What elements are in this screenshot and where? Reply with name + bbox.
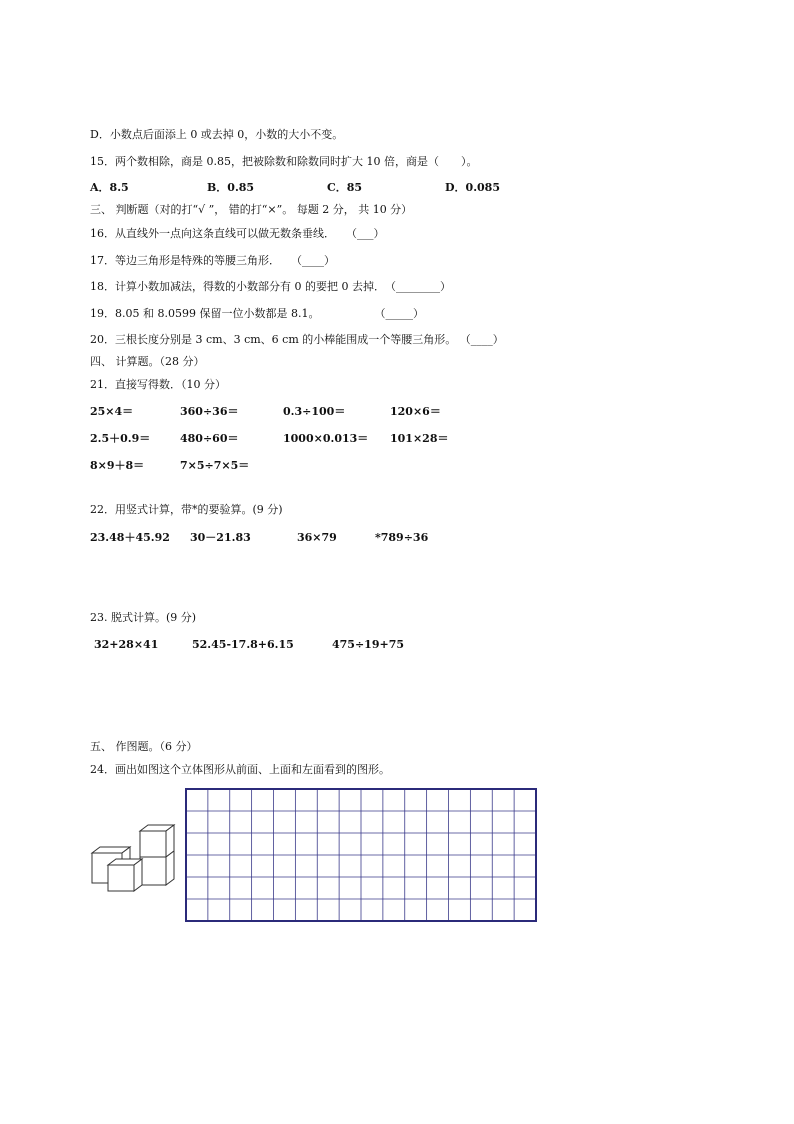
q19: 19．8.05 和 8.0599 保留一位小数都是 8.1。 （_____） <box>90 307 424 320</box>
section3-heading: 三、 判断题（对的打“√ ”， 错的打“×”。 每题 2 分， 共 10 分） <box>90 203 413 216</box>
cube-right-side <box>166 851 174 885</box>
q15-option-b: B．0.85 <box>207 181 255 194</box>
cube-right-front <box>140 857 166 885</box>
q23-stem: 23. 脱式计算。(9 分) <box>90 611 197 624</box>
q23-item-1: 32+28×41 <box>94 638 159 651</box>
q15-option-d: D．0.085 <box>445 181 500 194</box>
q21-r2-c4: 101×28＝ <box>390 432 449 445</box>
cube-front-side <box>134 859 142 891</box>
q22-item-2: 30－21.83 <box>190 531 251 544</box>
q23-item-2: 52.45-17.8+6.15 <box>192 638 294 651</box>
q21-r3-c1: 8×9＋8＝ <box>90 459 145 472</box>
drawing-grid[interactable] <box>185 788 537 922</box>
q15-option-c: C．85 <box>327 181 363 194</box>
q21-r1-c4: 120×6＝ <box>390 405 441 418</box>
q14-option-d: D．小数点后面添上 0 或去掉 0，小数的大小不变。 <box>90 128 344 141</box>
q21-r2-c2: 480÷60＝ <box>180 432 239 445</box>
q21-r1-c2: 360÷36＝ <box>180 405 239 418</box>
cube-front-front <box>108 865 134 891</box>
q21-r1-c1: 25×4＝ <box>90 405 134 418</box>
q21-stem: 21．直接写得数．（10 分） <box>90 378 226 391</box>
section4-heading: 四、 计算题。（28 分） <box>90 355 205 368</box>
q22-stem: 22．用竖式计算，带*的要验算。(9 分) <box>90 503 283 516</box>
q22-item-4: *789÷36 <box>375 531 429 544</box>
q17: 17．等边三角形是特殊的等腰三角形． （____） <box>90 254 335 267</box>
q18: 18．计算小数加减法，得数的小数部分有 0 的要把 0 去掉． （________） <box>90 280 451 293</box>
q22-item-1: 23.48＋45.92 <box>90 531 170 544</box>
q23-item-3: 475÷19+75 <box>332 638 405 651</box>
cube-figure <box>90 823 180 893</box>
q15-option-a: A．8.5 <box>90 181 129 194</box>
q21-r2-c3: 1000×0.013＝ <box>283 432 369 445</box>
cube-top-front <box>140 831 166 857</box>
q21-r2-c1: 2.5＋0.9＝ <box>90 432 151 445</box>
section5-heading: 五、 作图题。（6 分） <box>90 740 198 753</box>
q22-item-3: 36×79 <box>297 531 337 544</box>
q24-stem: 24．画出如图这个立体图形从前面、上面和左面看到的图形。 <box>90 763 390 776</box>
q21-r1-c3: 0.3÷100＝ <box>283 405 346 418</box>
q20: 20．三根长度分别是 3 cm、3 cm、6 cm 的小棒能围成一个等腰三角形。 （____） <box>90 333 504 346</box>
q15-stem: 15．两个数相除，商是 0.85，把被除数和除数同时扩大 10 倍，商是（ ）。 <box>90 155 478 168</box>
q21-r3-c2: 7×5÷7×5＝ <box>180 459 250 472</box>
q16: 16．从直线外一点向这条直线可以做无数条垂线． （___） <box>90 227 385 240</box>
